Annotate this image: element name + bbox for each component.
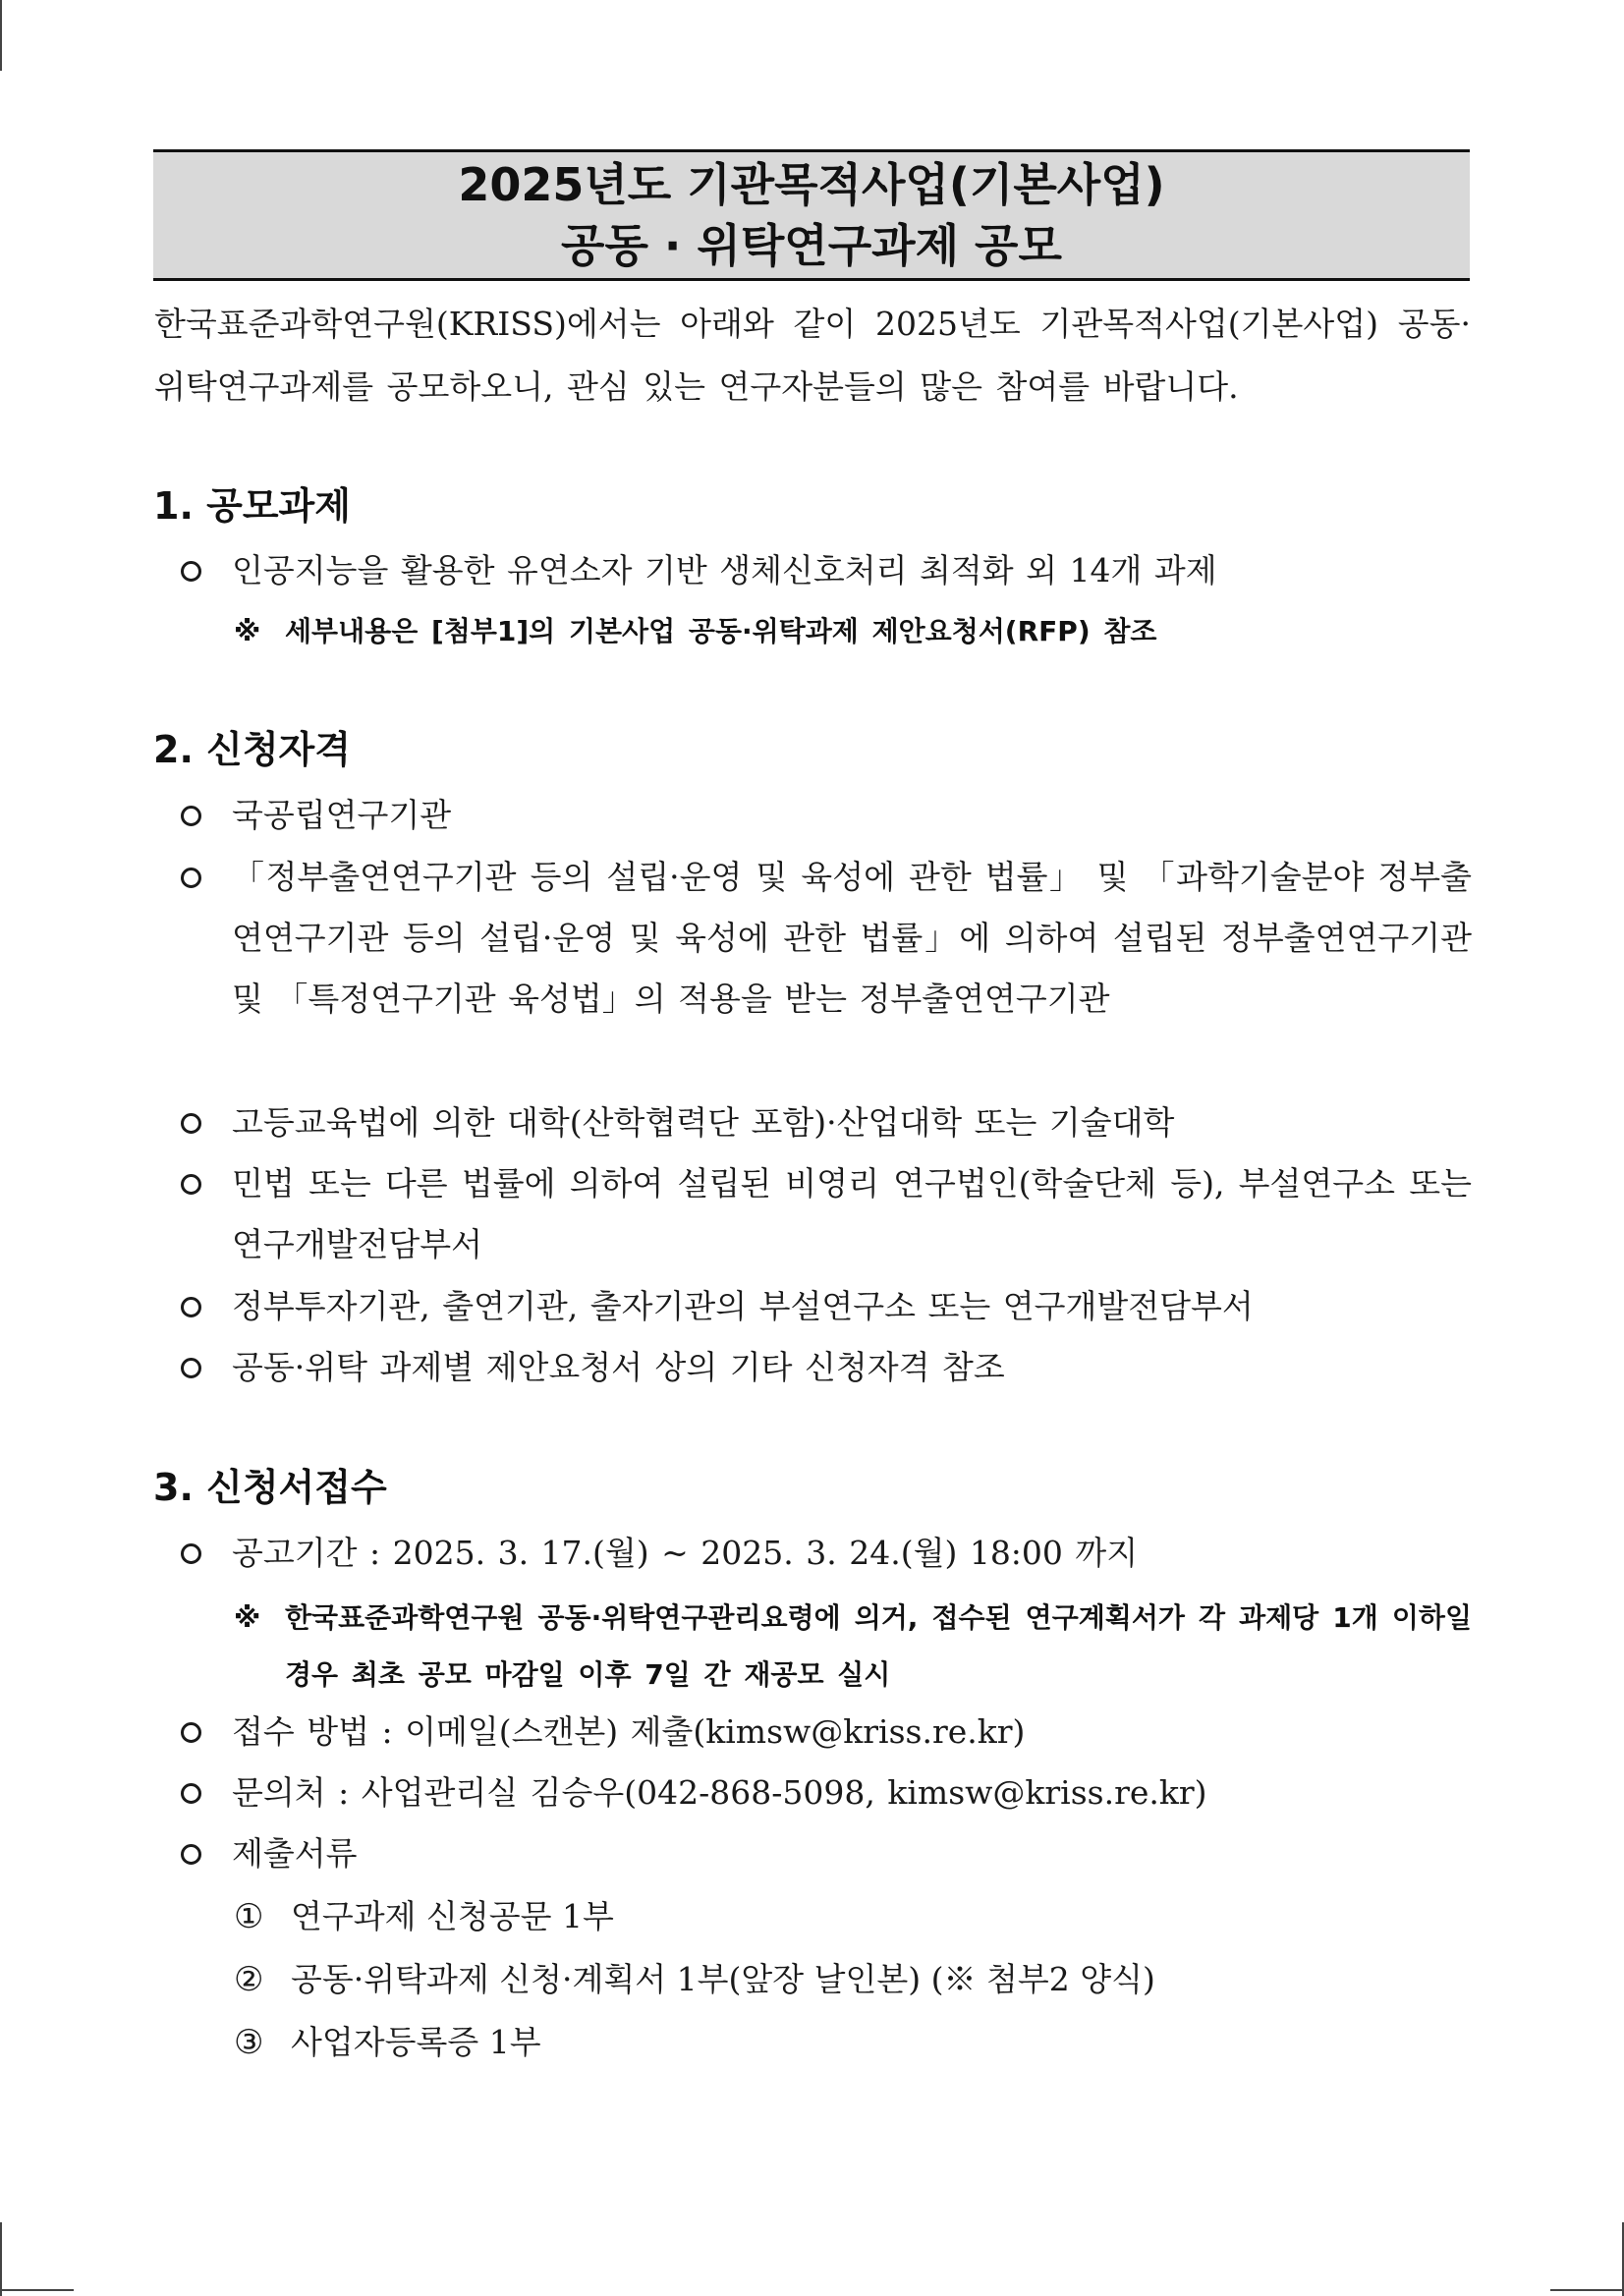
bullet-text: 「정부출연연구기관 등의 설립·운영 및 육성에 관한 법률」 및 「과학기술분야 정부출연연구기관 등의 설립·운영 및 육성에 관한 법률」에 의하여 설립된 정부출연연구기관 및 「특정연구기관 육성법」의 적용을 받는 정부출연연구기관 — [232, 858, 1472, 1018]
crop-mark-bottom-left-vertical — [0, 2222, 2, 2296]
circle-bullet-icon — [181, 806, 201, 826]
circle-bullet-icon — [181, 1358, 201, 1378]
bullet-text: 고등교육법에 의한 대학(산학협력단 포함)·산업대학 또는 기술대학 — [232, 1103, 1175, 1142]
section-3-method — [181, 1702, 1472, 1763]
circle-bullet-icon — [181, 1297, 201, 1317]
circle-bullet-icon — [181, 561, 201, 582]
bullet-text: 국공립연구기관 — [232, 796, 452, 834]
circle-bullet-icon — [181, 1113, 201, 1134]
section-3-heading: 3. 신청서접수 — [153, 1466, 387, 1509]
doc-item-1 — [234, 1887, 614, 1946]
bullet-text: 접수 방법 : 이메일(스캔본) 제출(kimsw@kriss.re.kr) — [232, 1712, 1026, 1751]
title-banner — [153, 149, 1470, 281]
section-2-bullet-2 — [181, 847, 1472, 1030]
section-2-heading: 2. 신청자격 — [153, 728, 351, 771]
doc-item-text: 연구과제 신청공문 1부 — [291, 1897, 614, 1935]
section-3-docs-label — [181, 1823, 1472, 1884]
intro-paragraph: 한국표준과학연구원(KRISS)에서는 아래와 같이 2025년도 기관목적사업(기본사업) 공동·위탁연구과제를 공모하오니, 관심 있는 연구자분들의 많은 참여를 바랍니다. — [154, 305, 1471, 406]
section-1-bullet — [181, 540, 1472, 601]
crop-mark-bottom-right-horizontal — [1550, 2289, 1624, 2291]
section-2-bullet-6 — [181, 1337, 1472, 1398]
title-line-1: 2025년도 기관목적사업(기본사업) — [458, 158, 1165, 211]
doc-item-text: 사업자등록증 1부 — [291, 2023, 541, 2061]
bullet-text: 공동·위탁 과제별 제안요청서 상의 기타 신청자격 참조 — [232, 1348, 1005, 1386]
note-text: 세부내용은 [첨부1]의 기본사업 공동·위탁과제 제안요청서(RFP) 참조 — [285, 615, 1157, 647]
section-2-bullet-4 — [181, 1153, 1472, 1275]
bullet-text: 인공지능을 활용한 유연소자 기반 생체신호처리 최적화 외 14개 과제 — [232, 551, 1217, 589]
circled-number-3: ③ — [234, 2023, 264, 2062]
doc-item-text: 공동·위탁과제 신청·계획서 1부(앞장 날인본) (※ 첨부2 양식) — [291, 1960, 1155, 1998]
circled-number-1: ① — [234, 1897, 264, 1936]
circle-bullet-icon — [181, 868, 201, 888]
doc-item-3 — [234, 2013, 541, 2072]
section-3-period — [181, 1523, 1472, 1584]
section-1-note — [234, 603, 1491, 660]
circle-bullet-icon — [181, 1783, 201, 1804]
reference-mark-icon: ※ — [234, 615, 261, 647]
title-line-2: 공동 · 위탁연구과제 공모 — [561, 219, 1062, 272]
reference-mark-icon: ※ — [234, 1601, 261, 1634]
circle-bullet-icon — [181, 1722, 201, 1743]
doc-item-2 — [234, 1950, 1155, 2009]
circled-number-2: ② — [234, 1960, 264, 1999]
bullet-text: 제출서류 — [232, 1834, 358, 1873]
circle-bullet-icon — [181, 1844, 201, 1865]
section-3-contact — [181, 1763, 1472, 1823]
crop-mark-top-left — [0, 0, 2, 71]
section-2-bullet-1 — [181, 785, 1472, 846]
circle-bullet-icon — [181, 1543, 201, 1564]
bullet-text: 민법 또는 다른 법률에 의하여 설립된 비영리 연구법인(학술단체 등), 부설연구소 또는 연구개발전담부서 — [232, 1164, 1472, 1263]
section-2-bullet-5 — [181, 1276, 1472, 1337]
section-2-bullet-3 — [181, 1092, 1472, 1153]
circle-bullet-icon — [181, 1174, 201, 1195]
section-1-heading: 1. 공모과제 — [153, 484, 351, 528]
note-text: 한국표준과학연구원 공동·위탁연구관리요령에 의거, 접수된 연구계획서가 각 과제당 1개 이하일 경우 최초 공모 마감일 이후 7일 간 재공모 실시 — [285, 1601, 1472, 1691]
bullet-text: 문의처 : 사업관리실 김승우(042-868-5098, kimsw@kriss.re.kr) — [232, 1773, 1207, 1812]
bullet-text: 정부투자기관, 출연기관, 출자기관의 부설연구소 또는 연구개발전담부서 — [232, 1287, 1254, 1325]
bullet-text: 공고기간 : 2025. 3. 17.(월) ~ 2025. 3. 24.(월) 18:00 까지 — [232, 1534, 1139, 1572]
crop-mark-bottom-left-horizontal — [0, 2289, 74, 2291]
section-3-note — [234, 1590, 1472, 1704]
